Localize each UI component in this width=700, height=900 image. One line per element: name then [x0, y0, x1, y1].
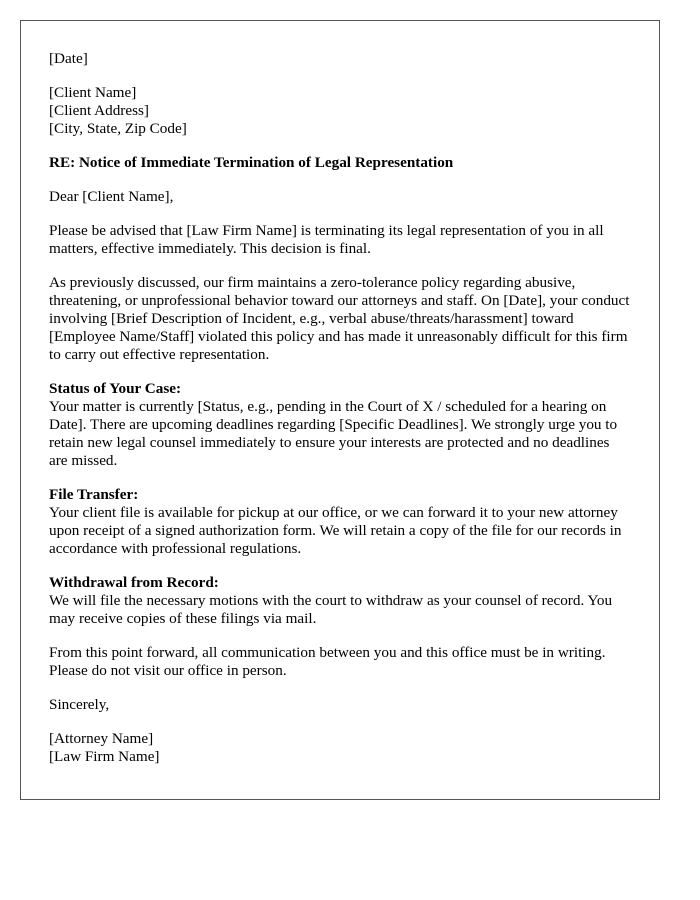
withdrawal-section	[49, 574, 631, 628]
letter-date: [Date]	[49, 50, 88, 67]
recipient-city-state-zip: [City, State, Zip Code]	[49, 120, 187, 137]
status-heading: Status of Your Case:	[49, 380, 182, 397]
policy-paragraph: As previously discussed, our firm maintains a zero-tolerance policy regarding abusive, threatening, or unprofessional behavior toward our attorneys and staff. On [Date], your conduct involving [Brief Description of Incident, e.g., verbal abuse/threats/harassment] toward [Employee Name/Staff] violated this policy and has made it unreasonably difficult for this firm to carry out effective representation.	[49, 274, 630, 363]
file-transfer-body: Your client file is available for pickup at our office, or we can forward it to your new attorney upon receipt of a signed authorization form. We will retain a copy of the file for our records in accordance with professional regulations.	[49, 504, 622, 557]
signature-block	[49, 730, 631, 766]
recipient-name: [Client Name]	[49, 84, 137, 101]
signoff: Sincerely,	[49, 696, 110, 713]
salutation: Dear [Client Name],	[49, 188, 174, 205]
notice-paragraph: Please be advised that [Law Firm Name] is terminating its legal representation of you in all matters, effective immediately. This decision is final.	[49, 222, 604, 257]
file-transfer-heading: File Transfer:	[49, 486, 139, 503]
file-transfer-section	[49, 486, 631, 558]
withdrawal-heading: Withdrawal from Record:	[49, 574, 219, 591]
recipient-address: [Client Address]	[49, 102, 149, 119]
withdrawal-body: We will file the necessary motions with the court to withdraw as your counsel of record. You may receive copies of these filings via mail.	[49, 592, 613, 627]
status-body: Your matter is currently [Status, e.g., pending in the Court of X / scheduled for a hearing on Date]. There are upcoming deadlines regarding [Specific Deadlines]. We strongly urge you to retain new legal counsel immediately to ensure your interests are protected and no deadlines are missed.	[49, 398, 618, 469]
closing-paragraph: From this point forward, all communication between you and this office must be in writing. Please do not visit our office in person.	[49, 644, 606, 679]
subject-line: RE: Notice of Immediate Termination of Legal Representation	[49, 154, 454, 171]
recipient-block	[49, 84, 631, 138]
letter-page	[20, 20, 660, 800]
firm-name: [Law Firm Name]	[49, 748, 160, 765]
status-section	[49, 380, 631, 470]
attorney-name: [Attorney Name]	[49, 730, 154, 747]
